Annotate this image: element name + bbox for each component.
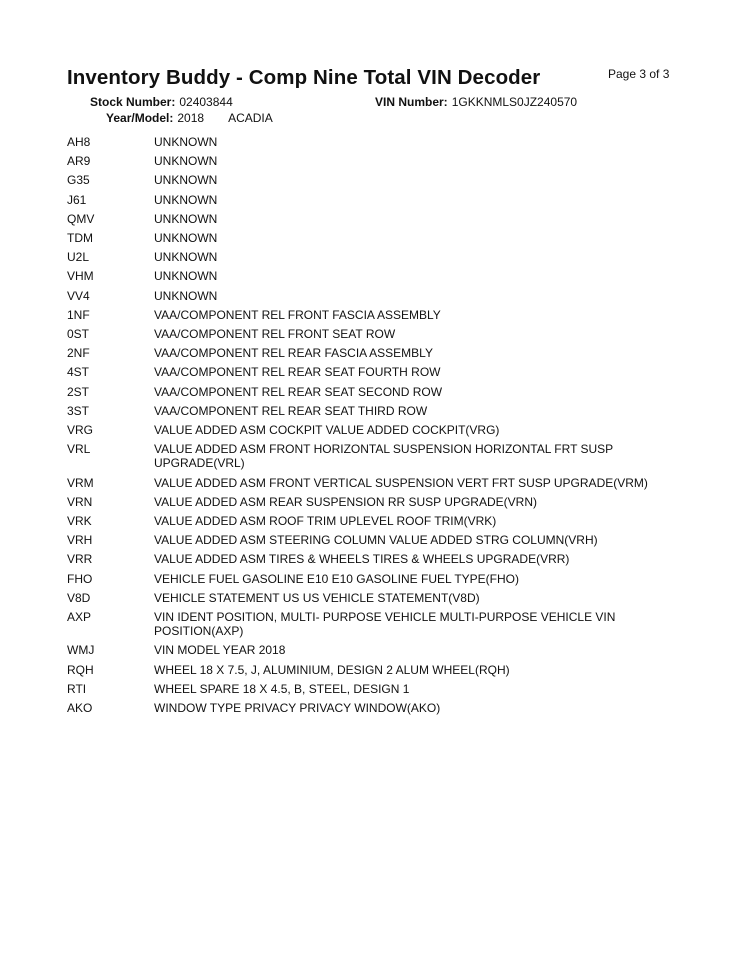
option-row (67, 171, 687, 190)
option-row (67, 152, 687, 171)
option-description: VALUE ADDED ASM FRONT HORIZONTAL SUSPENSION HORIZONTAL FRT SUSP UPGRADE(VRL) (154, 442, 613, 471)
option-row (67, 589, 687, 608)
year-model-field (106, 111, 273, 125)
vin-number-field (375, 95, 577, 109)
year-model-label: Year/Model: (106, 111, 174, 125)
option-description: VAA/COMPONENT REL REAR SEAT THIRD ROW (154, 403, 428, 418)
option-description: WINDOW TYPE PRIVACY PRIVACY WINDOW(AKO) (154, 701, 441, 716)
option-description: WHEEL 18 X 7.5, J, ALUMINIUM, DESIGN 2 ALUM WHEEL(RQH) (154, 662, 510, 677)
option-row (67, 474, 687, 493)
option-row (67, 267, 687, 286)
option-row (67, 512, 687, 531)
option-code: 1NF (67, 307, 90, 322)
option-code: RQH (67, 662, 94, 677)
option-description: VALUE ADDED ASM COCKPIT VALUE ADDED COCKPIT(VRG) (154, 423, 500, 438)
option-code: VRH (67, 533, 93, 548)
option-row (67, 440, 687, 473)
option-code: TDM (67, 231, 93, 246)
option-row (67, 531, 687, 550)
option-row (67, 402, 687, 421)
vin-number-value: 1GKKNMLS0JZ240570 (451, 95, 578, 109)
option-description: UNKNOWN (154, 135, 218, 149)
option-description: VALUE ADDED ASM FRONT VERTICAL SUSPENSION VERT FRT SUSP UPGRADE(VRM) (154, 475, 648, 490)
option-code: V8D (67, 590, 91, 605)
year-value: 2018 (177, 111, 205, 125)
option-code: QMV (67, 211, 95, 226)
option-code: AR9 (67, 154, 91, 169)
document-title: Inventory Buddy - Comp Nine Total VIN Decoder (67, 66, 541, 89)
option-code: 2NF (67, 346, 90, 361)
option-description: VALUE ADDED ASM ROOF TRIM UPLEVEL ROOF TRIM(VRK) (154, 514, 497, 529)
option-row (67, 421, 687, 440)
option-row (67, 570, 687, 589)
option-code: VRR (67, 552, 93, 567)
option-description: VAA/COMPONENT REL REAR FASCIA ASSEMBLY (154, 346, 433, 361)
option-code: AKO (67, 701, 93, 716)
option-row (67, 306, 687, 325)
option-code: VRL (67, 442, 91, 457)
option-description: VIN MODEL YEAR 2018 (154, 643, 286, 658)
option-description: VALUE ADDED ASM STEERING COLUMN VALUE ADDED STRG COLUMN(VRH) (154, 533, 598, 548)
option-row (67, 680, 687, 699)
option-code-list (67, 133, 687, 718)
option-code: G35 (67, 173, 90, 188)
option-description: UNKNOWN (154, 250, 218, 265)
option-row (67, 661, 687, 680)
option-code: FHO (67, 571, 93, 586)
option-code: VHM (67, 269, 94, 284)
option-description: VAA/COMPONENT REL FRONT FASCIA ASSEMBLY (154, 307, 441, 322)
option-code: VRG (67, 423, 94, 438)
option-row (67, 641, 687, 660)
option-row (67, 325, 687, 344)
option-row (67, 133, 687, 152)
option-code: WMJ (67, 643, 95, 658)
page-number: Page 3 of 3 (608, 67, 670, 81)
option-description: WHEEL SPARE 18 X 4.5, B, STEEL, DESIGN 1 (154, 681, 410, 696)
option-description: UNKNOWN (154, 269, 218, 284)
option-code: VRM (67, 475, 94, 490)
option-code: 0ST (67, 327, 90, 342)
option-row (67, 229, 687, 248)
option-code: J61 (67, 192, 87, 207)
option-row (67, 191, 687, 210)
option-row (67, 699, 687, 718)
vin-number-label: VIN Number: (375, 95, 448, 109)
option-description: UNKNOWN (154, 288, 218, 303)
option-code: U2L (67, 250, 90, 265)
option-description: VEHICLE FUEL GASOLINE E10 E10 GASOLINE FUEL TYPE(FHO) (154, 571, 520, 586)
option-row (67, 344, 687, 363)
stock-number-label: Stock Number: (90, 95, 176, 109)
option-code: 3ST (67, 403, 90, 418)
option-description: VIN IDENT POSITION, MULTI- PURPOSE VEHICLE MULTI-PURPOSE VEHICLE VIN POSITION(AXP) (154, 610, 616, 639)
option-code: VRN (67, 494, 93, 509)
option-description: VAA/COMPONENT REL REAR SEAT FOURTH ROW (154, 365, 441, 380)
option-description: VALUE ADDED ASM REAR SUSPENSION RR SUSP UPGRADE(VRN) (154, 494, 537, 509)
option-row (67, 210, 687, 229)
option-code: VV4 (67, 288, 90, 303)
option-code: VRK (67, 514, 92, 529)
stock-number-field (90, 95, 233, 109)
stock-number-value: 02403844 (179, 95, 233, 109)
option-code: AXP (67, 610, 92, 625)
model-value: ACADIA (228, 111, 273, 125)
option-code: 2ST (67, 384, 90, 399)
option-row (67, 248, 687, 267)
option-description: VALUE ADDED ASM TIRES & WHEELS TIRES & WHEELS UPGRADE(VRR) (154, 552, 570, 567)
option-description: UNKNOWN (154, 154, 218, 169)
option-row (67, 550, 687, 569)
option-code: RTI (67, 681, 87, 696)
option-row (67, 383, 687, 402)
option-code: 4ST (67, 365, 90, 380)
option-description: VEHICLE STATEMENT US US VEHICLE STATEMENT(V8D) (154, 590, 480, 605)
option-row (67, 363, 687, 382)
option-description: UNKNOWN (154, 192, 218, 207)
option-row (67, 287, 687, 306)
option-row (67, 608, 687, 641)
option-description: UNKNOWN (154, 231, 218, 246)
option-description: UNKNOWN (154, 211, 218, 226)
option-row (67, 493, 687, 512)
option-description: VAA/COMPONENT REL FRONT SEAT ROW (154, 327, 396, 342)
option-code: AH8 (67, 135, 91, 149)
option-description: UNKNOWN (154, 173, 218, 188)
option-description: VAA/COMPONENT REL REAR SEAT SECOND ROW (154, 384, 443, 399)
